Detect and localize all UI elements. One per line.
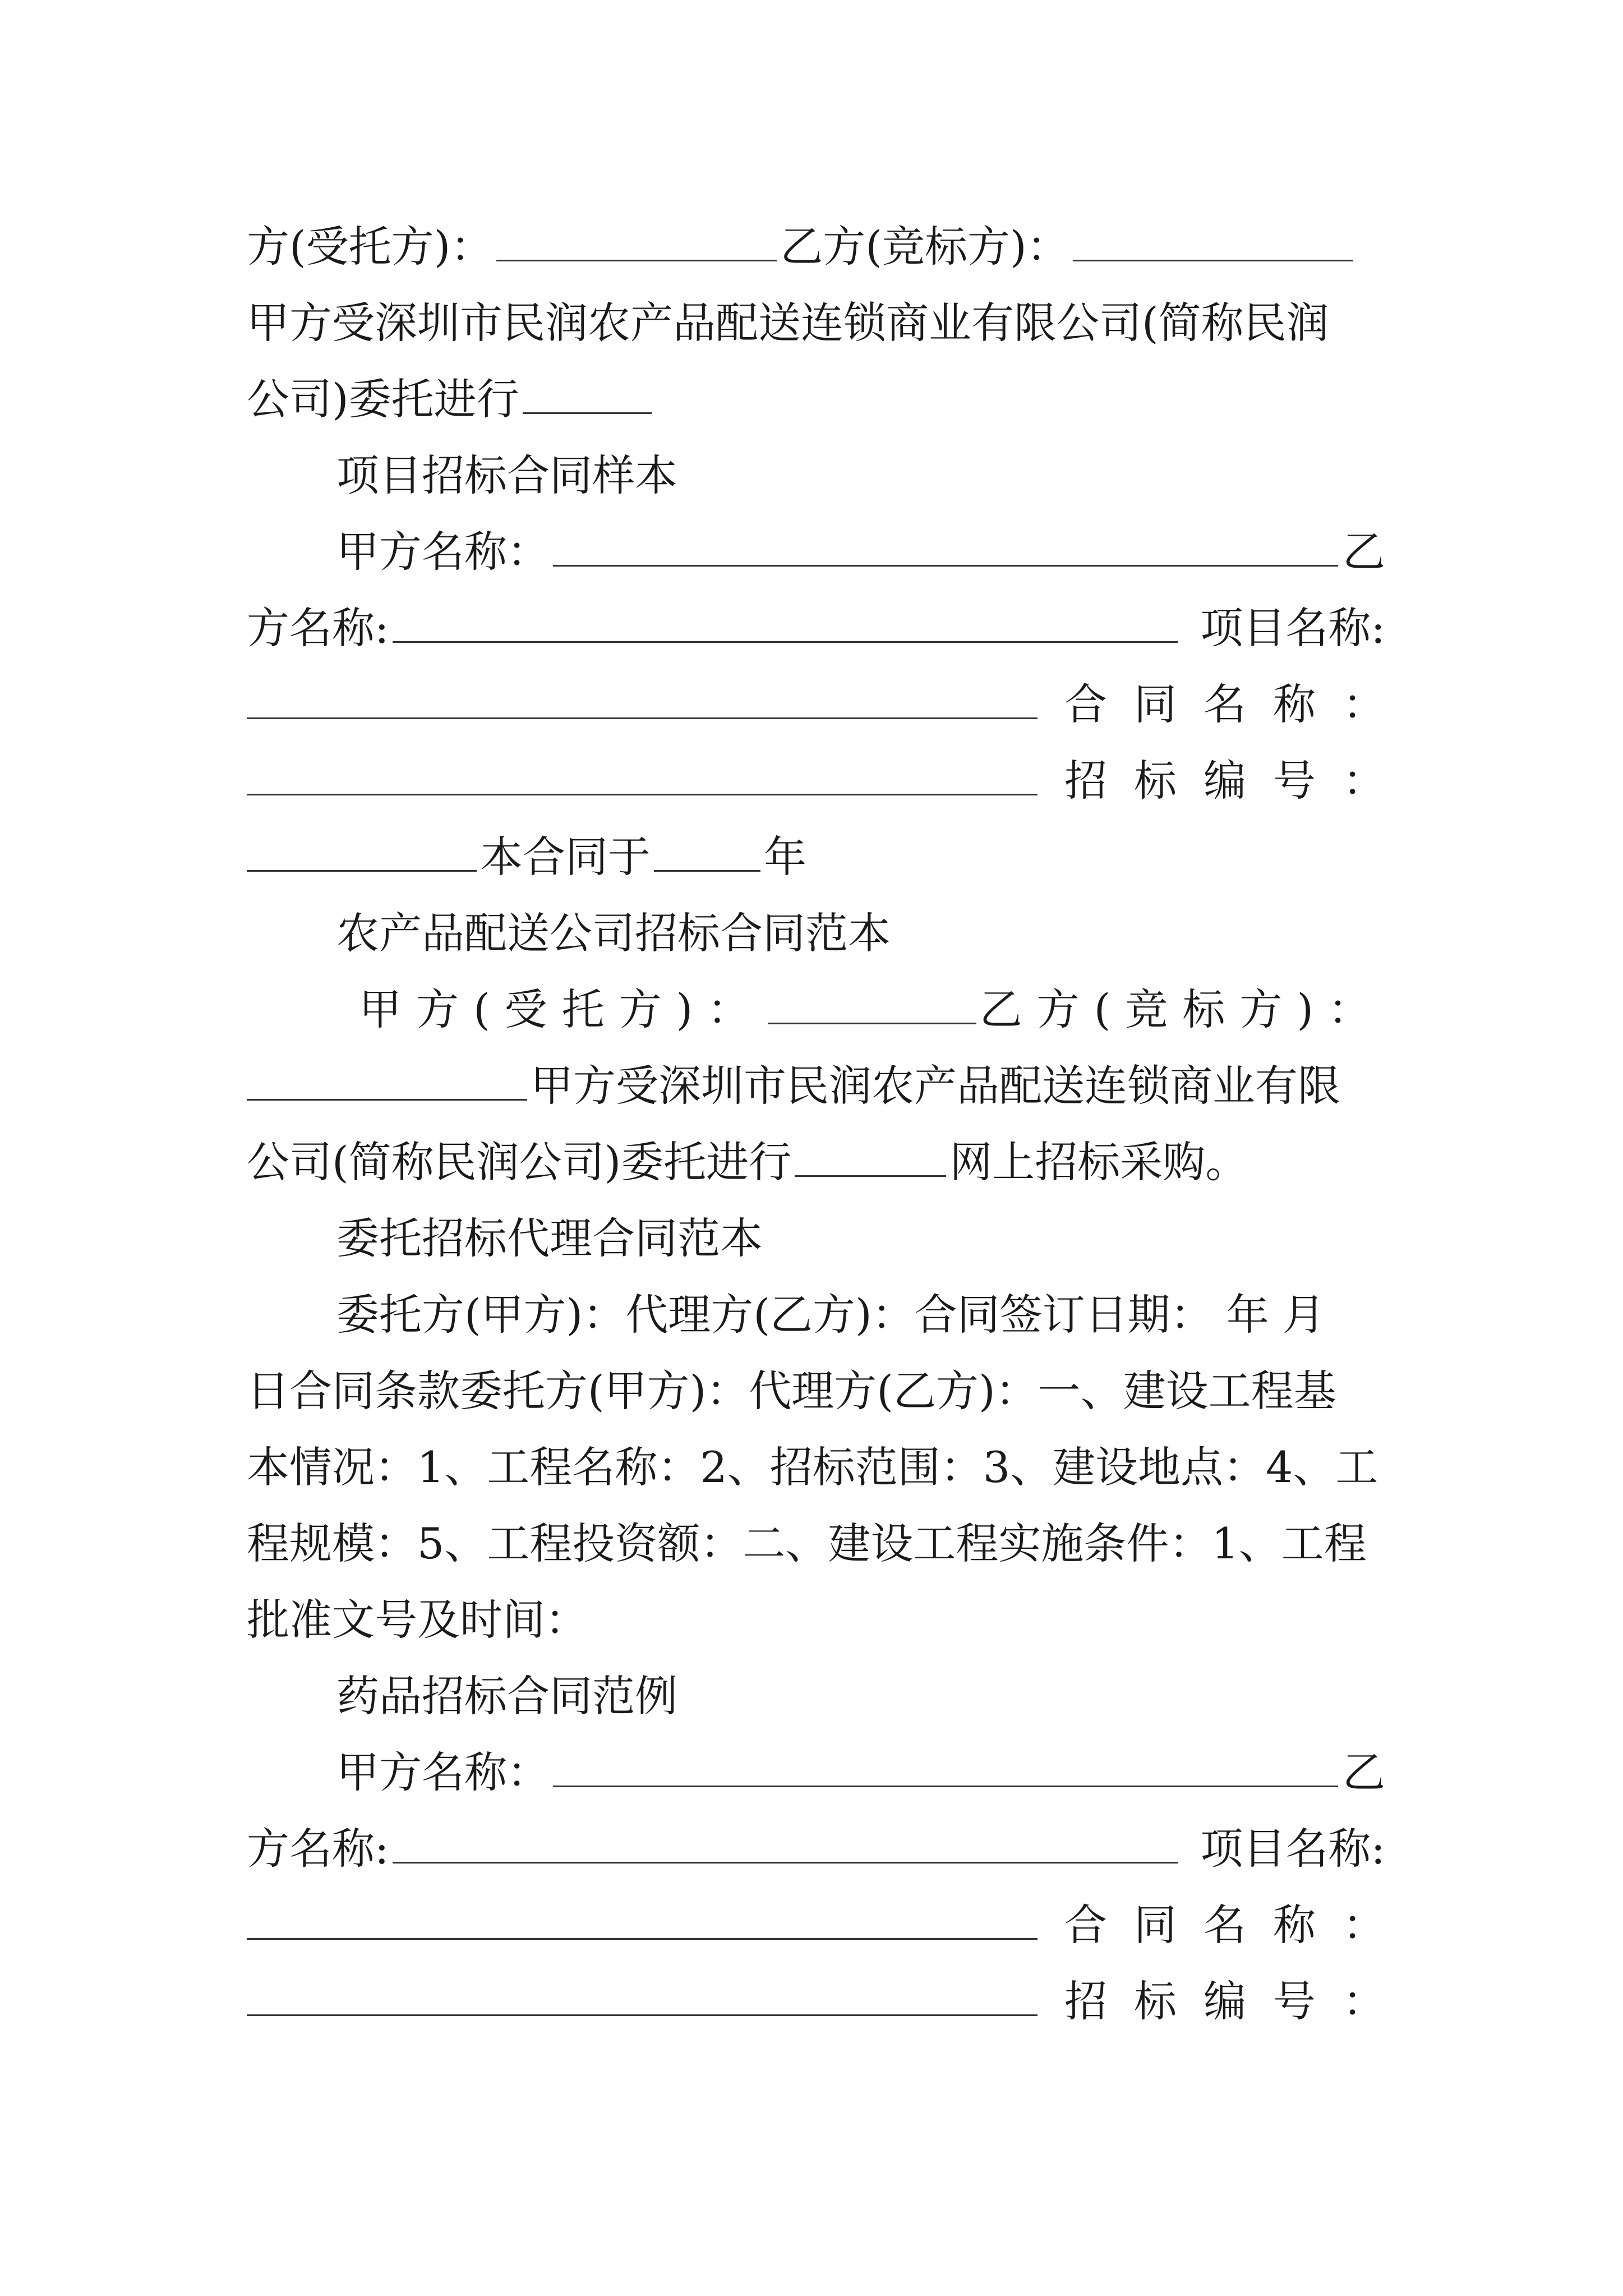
text-span: 乙 <box>1343 527 1385 577</box>
fill-in-blank[interactable] <box>247 759 1038 795</box>
text-line <box>247 289 1385 357</box>
fill-in-blank[interactable] <box>553 1751 1338 1787</box>
text-line <box>247 1358 1385 1425</box>
text-line <box>247 1129 1385 1196</box>
fill-in-blank[interactable] <box>1073 225 1353 261</box>
text-span: 项目名称: <box>1200 603 1385 653</box>
text-line <box>247 213 1385 280</box>
text-span: 委托方(甲方)：代理方(乙方)：合同签订日期： 年 月 <box>336 1290 1325 1340</box>
text-span: 药品招标合同范例 <box>336 1671 677 1721</box>
fill-in-blank[interactable] <box>247 683 1038 719</box>
fill-in-blank[interactable] <box>247 1064 527 1101</box>
text-span: 方(受托方)： <box>247 222 494 272</box>
fill-in-blank[interactable] <box>553 530 1338 567</box>
text-span: 招标编号： <box>1064 756 1412 806</box>
text-line <box>247 595 1385 662</box>
fill-in-blank[interactable] <box>393 1827 1178 1864</box>
fill-in-blank[interactable] <box>247 1903 1038 1940</box>
text-span: 公司(简称民润公司)委托进行 <box>247 1137 792 1187</box>
text-line <box>247 671 1412 738</box>
section-heading <box>247 442 1385 509</box>
text-span: 委托招标代理合同范本 <box>336 1213 763 1263</box>
fill-in-blank[interactable] <box>393 606 1178 643</box>
text-span: 乙 <box>1343 1747 1385 1797</box>
fill-in-blank[interactable] <box>795 1140 946 1177</box>
text-span: 公司)委托进行 <box>247 374 519 424</box>
text-line <box>247 1739 1385 1806</box>
text-span: 农产品配送公司招标合同范本 <box>336 908 891 958</box>
text-span: 方名称: <box>247 603 389 653</box>
text-span: 甲方(受托方)： <box>359 984 765 1034</box>
text-span: 本合同于 <box>480 832 651 882</box>
text-span: 年 <box>764 832 806 882</box>
text-line <box>247 1892 1412 1959</box>
section-heading <box>247 900 1385 967</box>
text-span: 网上招标采购。 <box>949 1137 1248 1187</box>
text-span: 甲方名称： <box>336 1747 550 1797</box>
text-line <box>247 1434 1385 1501</box>
text-line <box>247 1968 1412 2035</box>
text-line <box>247 1510 1385 1577</box>
text-line <box>247 366 1385 433</box>
text-line <box>247 1052 1385 1120</box>
text-line <box>247 1281 1385 1349</box>
text-span: 乙方(竞标方)： <box>780 222 1069 272</box>
text-span: 甲方名称： <box>336 527 550 577</box>
fill-in-blank[interactable] <box>496 225 777 261</box>
text-span: 日合同条款委托方(甲方)：代理方(乙方)：一、建设工程基 <box>247 1366 1336 1416</box>
text-line <box>247 1586 1385 1654</box>
text-span: 合同名称： <box>1064 1900 1412 1950</box>
text-span: 乙方(竞标方)： <box>979 984 1385 1034</box>
text-span: 甲方受深圳市民润农产品配送连锁商业有限公司(简称民润 <box>247 298 1329 348</box>
section-heading <box>247 1205 1385 1272</box>
text-span: 程规模：5、工程投资额：二、建设工程实施条件：1、工程 <box>247 1519 1367 1568</box>
text-span: 甲方受深圳市民润农产品配送连锁商业有限 <box>531 1061 1340 1111</box>
section-heading <box>247 1663 1385 1730</box>
fill-in-blank[interactable] <box>654 835 760 872</box>
text-line <box>247 823 1385 891</box>
text-span: 项目名称: <box>1200 1824 1385 1874</box>
text-span: 项目招标合同样本 <box>336 450 677 500</box>
text-span: 批准文号及时间： <box>247 1595 588 1645</box>
text-line <box>247 747 1412 815</box>
fill-in-blank[interactable] <box>523 378 652 414</box>
text-line <box>247 518 1385 586</box>
text-span: 招标编号： <box>1064 1976 1412 2026</box>
fill-in-blank[interactable] <box>247 1980 1038 2016</box>
fill-in-blank[interactable] <box>247 835 477 872</box>
text-span: 本情况：1、工程名称：2、招标范围：3、建设地点：4、工 <box>247 1442 1378 1492</box>
text-span: 合同名称： <box>1064 679 1412 729</box>
text-line <box>247 1815 1385 1883</box>
fill-in-blank[interactable] <box>768 988 976 1024</box>
text-span: 方名称: <box>247 1824 389 1874</box>
text-line <box>247 976 1385 1043</box>
